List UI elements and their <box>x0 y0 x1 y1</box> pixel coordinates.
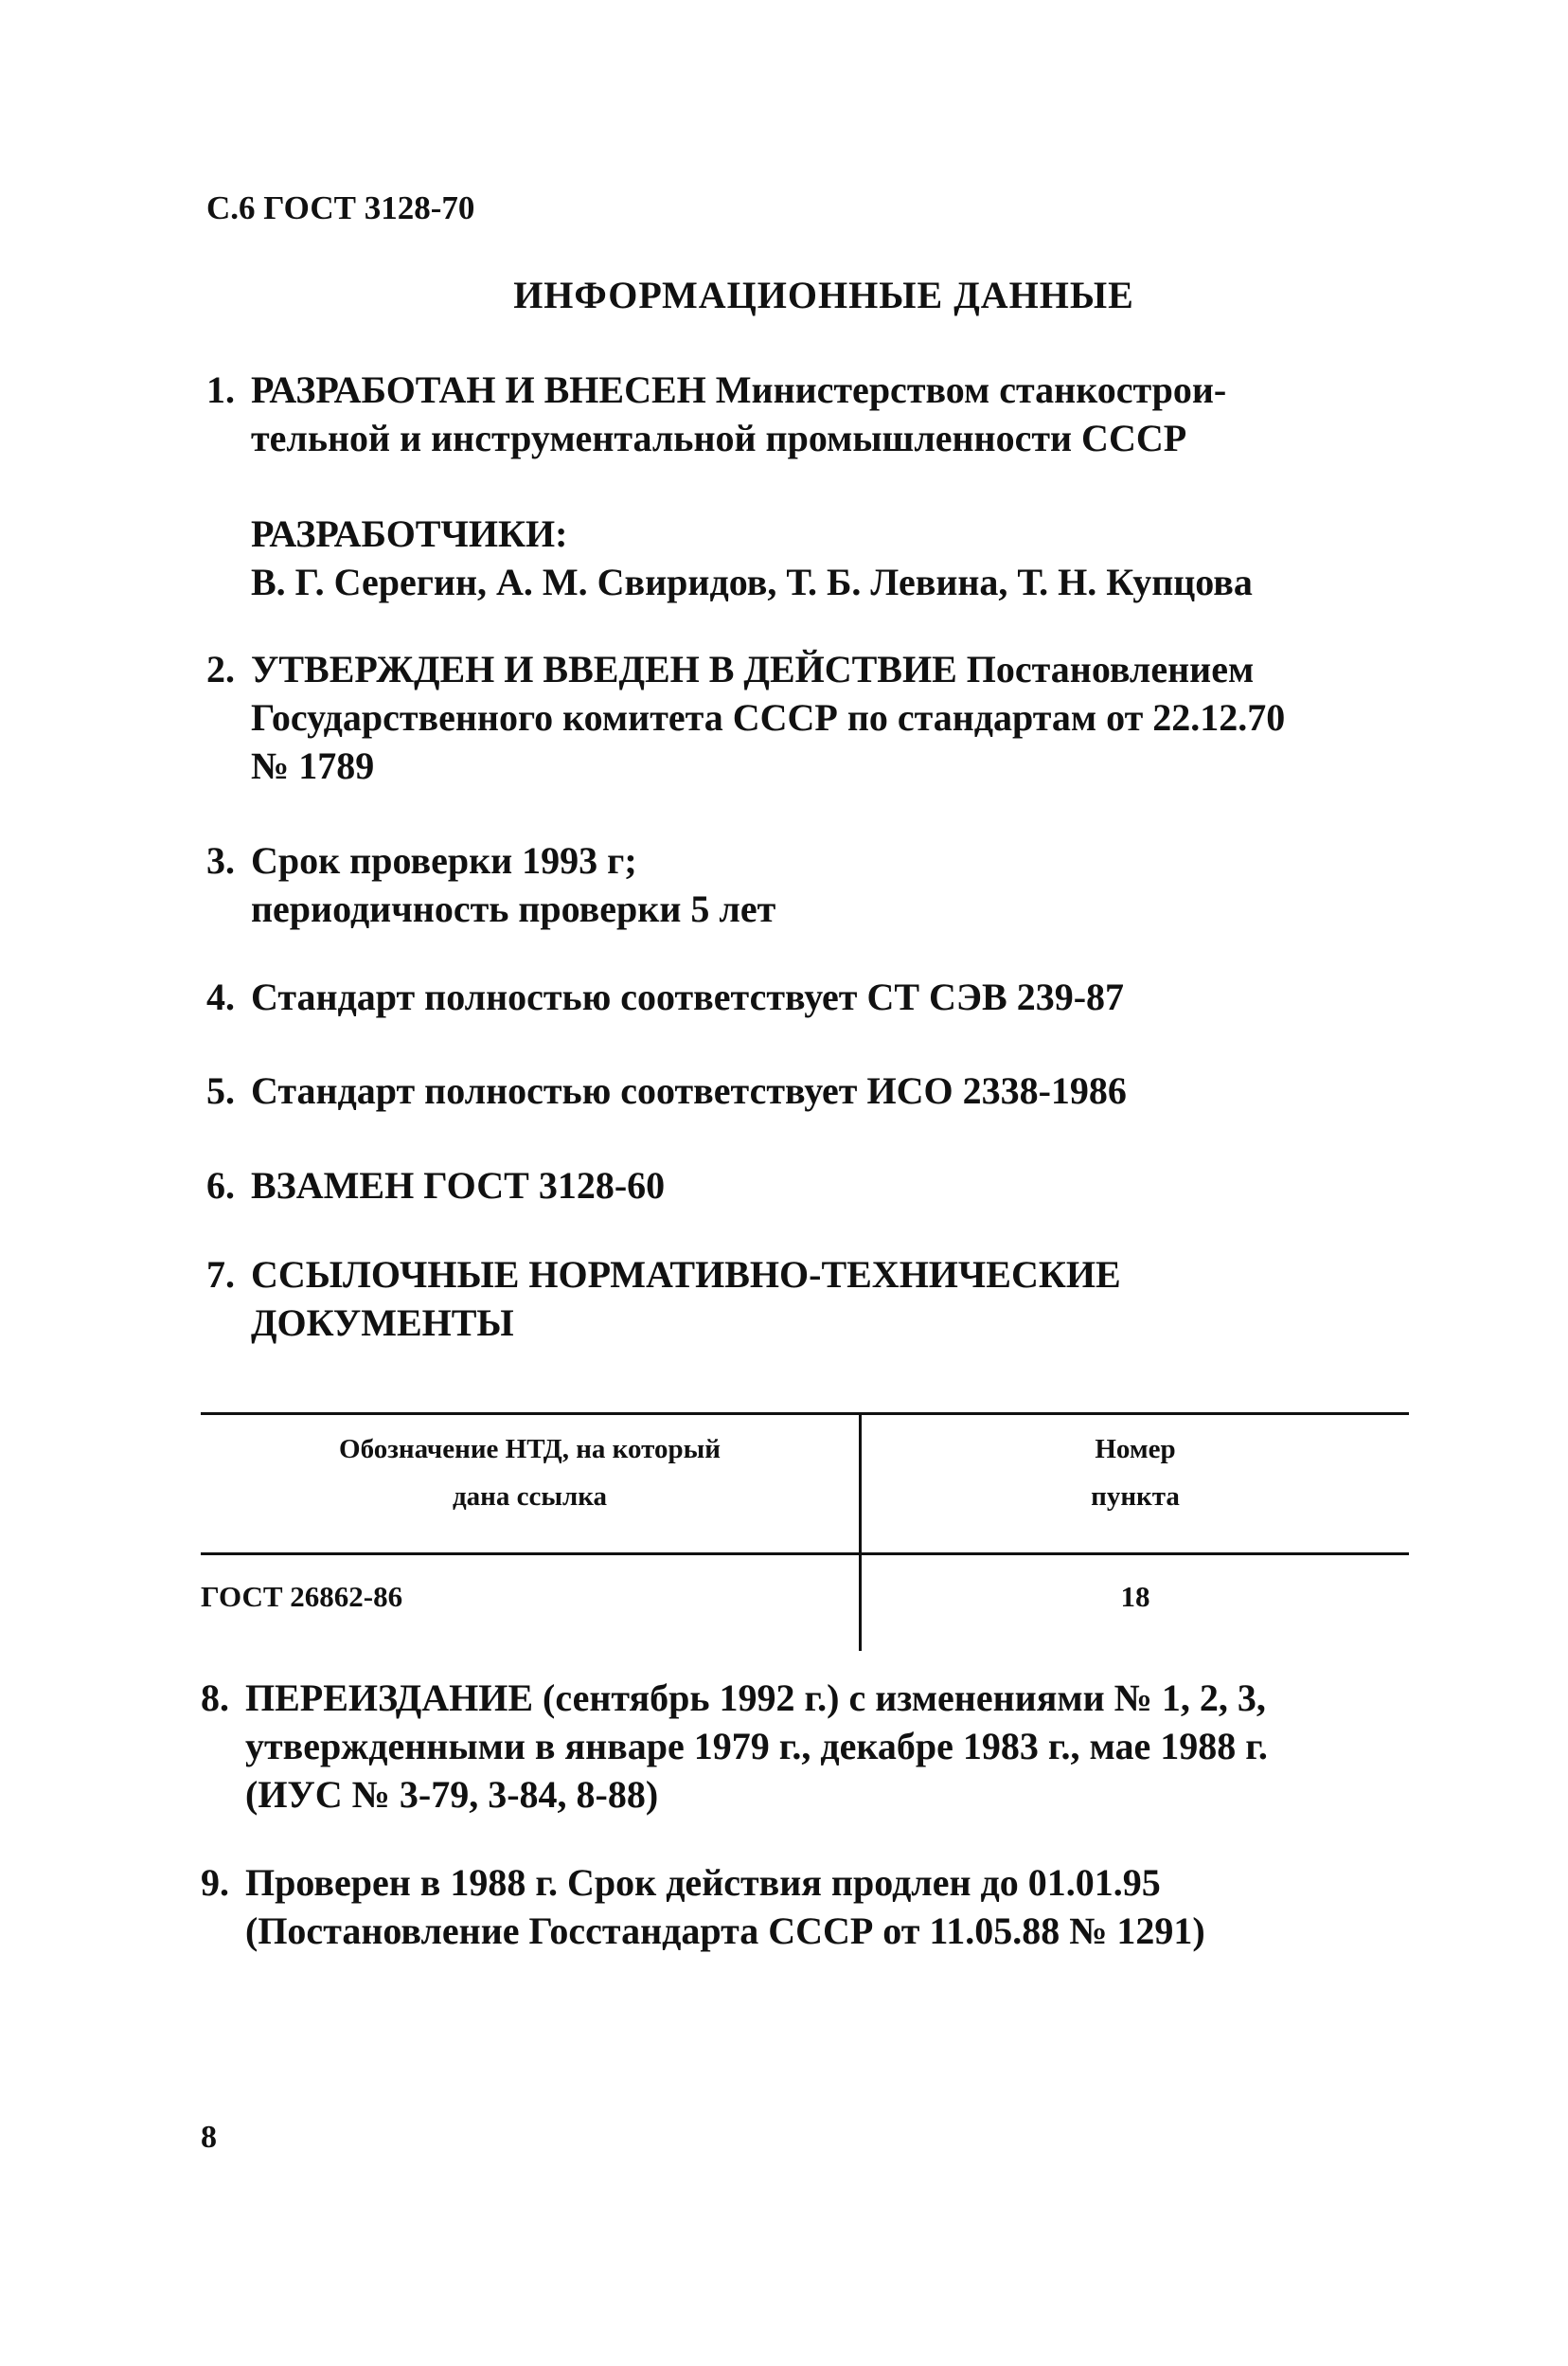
item-line: утвержденными в январе 1979 г., декабре 1983 г., мае 1988 г. <box>245 1725 1268 1767</box>
list-item <box>206 1066 1399 1115</box>
page-header: С.6 ГОСТ 3128-70 <box>206 189 475 226</box>
item-line: РАЗРАБОТАН И ВНЕСЕН Министерством станкострои- <box>251 368 1227 411</box>
table-header-clause <box>862 1425 1409 1520</box>
table-header-line: дана ссылка <box>452 1481 608 1512</box>
table-header-line: пункта <box>1091 1481 1180 1512</box>
table-header-designation <box>201 1425 859 1520</box>
list-item <box>206 366 1399 462</box>
item-line: ДОКУМЕНТЫ <box>251 1301 514 1344</box>
item-line: Срок проверки 1993 г; <box>251 839 637 882</box>
table-cell-clause: 18 <box>1120 1580 1150 1613</box>
list-item <box>201 1674 1394 1819</box>
item-line: тельной и инструментальной промышленности СССР <box>251 417 1187 459</box>
table-header-line: Обозначение НТД, на который <box>339 1434 721 1464</box>
list-item <box>206 645 1399 790</box>
item-number: 2. <box>206 648 235 690</box>
item-number: 4. <box>206 976 235 1018</box>
item-line: Проверен в 1988 г. Срок действия продлен до 01.01.95 <box>245 1861 1161 1904</box>
table-header-line: Номер <box>1095 1434 1176 1464</box>
item-number: 9. <box>201 1861 229 1904</box>
item-number: 3. <box>206 839 235 882</box>
page-number: 8 <box>201 2120 217 2155</box>
developers-label: РАЗРАБОТЧИКИ: <box>251 512 568 555</box>
item-line: (ИУС № 3-79, 3-84, 8-88) <box>245 1773 659 1816</box>
table-top-rule <box>201 1412 1409 1415</box>
item-line: ССЫЛОЧНЫЕ НОРМАТИВНО-ТЕХНИЧЕСКИЕ <box>251 1253 1121 1296</box>
item-number: 8. <box>201 1676 229 1719</box>
item-line: ПЕРЕИЗДАНИЕ (сентябрь 1992 г.) с изменениями № 1, 2, 3, <box>245 1676 1266 1719</box>
developers-names: В. Г. Серегин, А. М. Свиридов, Т. Б. Левина, Т. Н. Купцова <box>251 561 1253 603</box>
item-line: Стандарт полностью соответствует ИСО 2338-1986 <box>251 1069 1127 1112</box>
item-line: УТВЕРЖДЕН И ВВЕДЕН В ДЕЙСТВИЕ Постановлением <box>251 648 1255 690</box>
list-item <box>206 973 1399 1021</box>
list-item <box>201 1858 1394 1955</box>
item-number: 6. <box>206 1164 235 1207</box>
list-item <box>206 836 1399 933</box>
item-line: № 1789 <box>251 744 375 787</box>
reference-table <box>201 1412 1409 1651</box>
list-item <box>206 1250 1399 1347</box>
item-line: Стандарт полностью соответствует СТ СЭВ 239-87 <box>251 976 1125 1018</box>
item-number: 5. <box>206 1069 235 1112</box>
document-title: ИНФОРМАЦИОННЫЕ ДАННЫЕ <box>513 274 1134 316</box>
item-number: 1. <box>206 368 235 411</box>
item-line: периодичность проверки 5 лет <box>251 887 776 930</box>
table-header-rule <box>201 1552 1409 1555</box>
table-cell-designation: ГОСТ 26862-86 <box>201 1580 403 1613</box>
list-item <box>206 1161 1399 1210</box>
item-line: ВЗАМЕН ГОСТ 3128-60 <box>251 1164 666 1207</box>
item-line: (Постановление Госстандарта СССР от 11.05.88 № 1291) <box>245 1909 1205 1952</box>
item-line: Государственного комитета СССР по стандартам от 22.12.70 <box>251 696 1286 739</box>
item-number: 7. <box>206 1253 235 1296</box>
